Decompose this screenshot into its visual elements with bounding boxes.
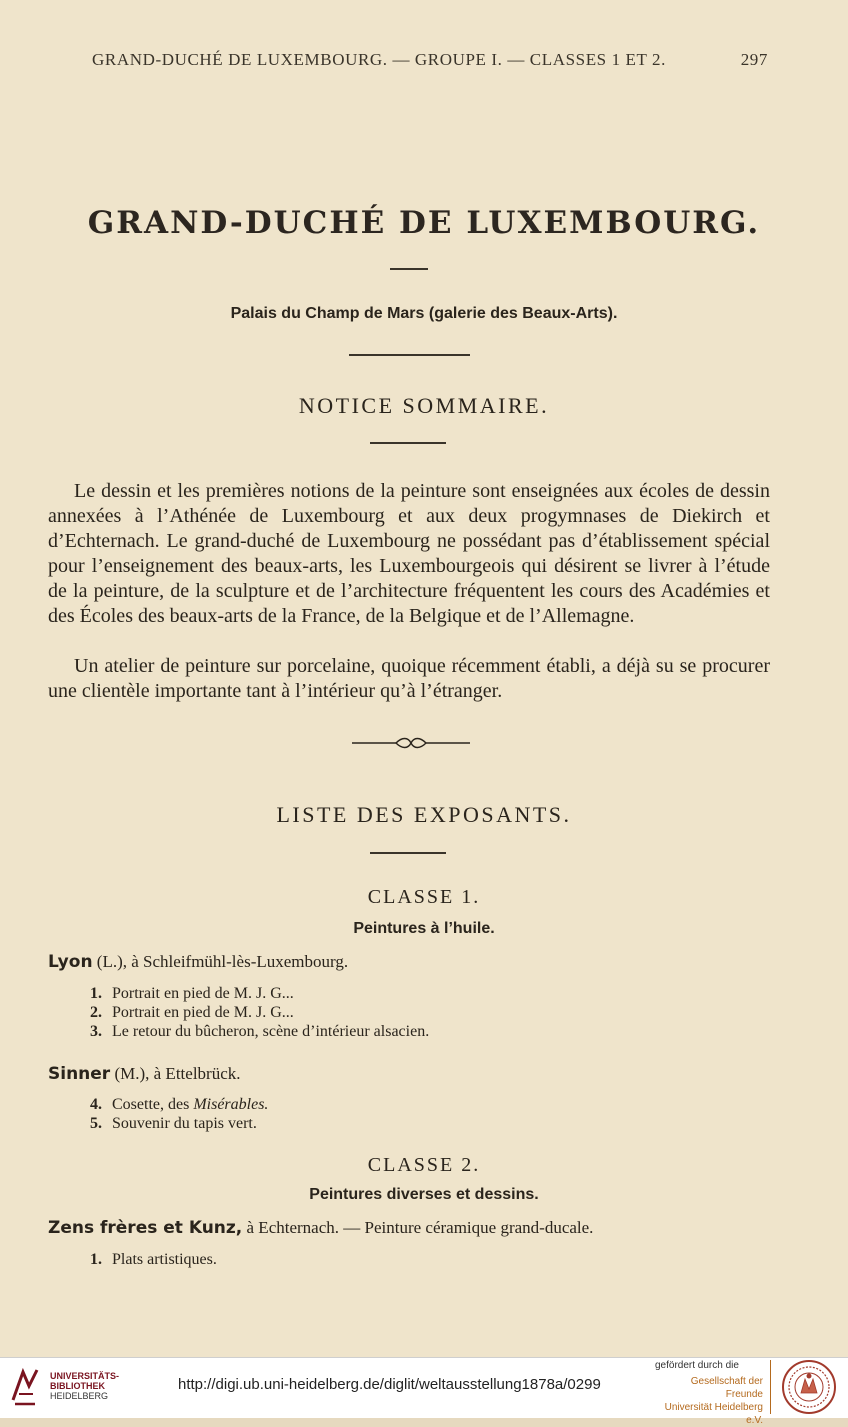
list-item <box>90 1251 217 1269</box>
notice-paragraph-1-text: Le dessin et les premières notions de la peinture sont enseignées aux écoles de dessin annexées à l’Athénée de Luxembourg et aux deux progymnases de Diekirch et d’Echternach. Le grand-duché de Luxembourg ne possédant pas d’établissement spécial pour l’enseignement des beaux-arts, les Luxembourgeois qui désirent se livrer à l’étude de la peinture, de la sculpture et de l’architecture fréquentent les cours des Académies et des Écoles des beaux-arts de la France, de la Belgique et de l’Allemagne. <box>48 480 770 627</box>
exhibitor-zens-kunz <box>48 1218 593 1238</box>
exhibitor-lyon <box>48 952 348 972</box>
library-name <box>50 1371 119 1401</box>
list-item <box>90 985 294 1003</box>
item-text: Le retour du bûcheron, scène d’intérieur alsacien. <box>112 1023 430 1040</box>
permalink-url[interactable]: http://digi.ub.uni-heidelberg.de/diglit/weltausstellung1878a/0299 <box>178 1376 601 1393</box>
divider <box>370 442 446 444</box>
running-head-text: GRAND-DUCHÉ DE LUXEMBOURG. — GROUPE I. — CLASSES 1 ET 2. <box>92 50 666 69</box>
notice-heading: NOTICE SOMMAIRE. <box>298 393 550 418</box>
divider <box>390 268 428 270</box>
ornament-divider-icon <box>352 733 470 753</box>
society-line-1: Gesellschaft der Freunde <box>690 1376 763 1400</box>
ub-heidelberg-logo-icon[interactable] <box>9 1364 43 1408</box>
item-number: 1. <box>90 1251 102 1268</box>
item-italic-title: Misérables. <box>193 1096 269 1113</box>
exhibitor-details: (L.), à Schleifmühl-lès-Luxembourg. <box>96 952 349 971</box>
exhibitor-name: Zens frères et Kunz, <box>48 1218 243 1238</box>
classe-1-subheading: Peintures à l’huile. <box>353 920 495 937</box>
library-line-2: BIBLIOTHEK <box>50 1381 105 1391</box>
exhibitors-list-heading: LISTE DES EXPOSANTS. <box>276 802 572 827</box>
notice-paragraph-2 <box>48 654 770 704</box>
item-text: Portrait en pied de M. J. G... <box>112 985 294 1002</box>
item-number: 4. <box>90 1096 102 1113</box>
footer-separator <box>770 1360 771 1414</box>
exhibitor-details: (M.), à Ettelbrück. <box>114 1064 241 1083</box>
library-line-3: HEIDELBERG <box>50 1391 109 1401</box>
list-item <box>90 1096 268 1114</box>
running-head <box>92 50 782 70</box>
list-item <box>90 1115 257 1133</box>
item-number: 5. <box>90 1115 102 1132</box>
notice-paragraph-2-text: Un atelier de peinture sur porcelaine, quoique récemment établi, a déjà su se procurer une clientèle importante tant à l’intérieur qu’à l’étranger. <box>48 655 770 702</box>
item-text: Portrait en pied de M. J. G... <box>112 1004 294 1021</box>
item-text: Souvenir du tapis vert. <box>112 1115 257 1132</box>
list-item <box>90 1004 294 1022</box>
divider <box>349 354 470 356</box>
list-item <box>90 1023 429 1041</box>
item-number: 1. <box>90 985 102 1002</box>
exhibitor-details: à Echternach. — Peinture céramique grand-ducale. <box>246 1218 594 1237</box>
divider <box>370 852 446 854</box>
library-line-1: UNIVERSITÄTS- <box>50 1371 120 1381</box>
funded-by-label: gefördert durch die <box>655 1360 739 1371</box>
item-text: Plats artistiques. <box>112 1251 217 1268</box>
item-number: 3. <box>90 1023 102 1040</box>
exhibitor-name: Lyon <box>48 952 93 972</box>
classe-2-subheading: Peintures diverses et dessins. <box>309 1186 539 1203</box>
classe-1-heading: CLASSE 1. <box>367 886 481 908</box>
university-seal-icon[interactable] <box>781 1359 837 1415</box>
venue-line: Palais du Champ de Mars (galerie des Beaux-Arts). <box>230 305 618 322</box>
notice-paragraph-1 <box>48 479 770 629</box>
item-text: Cosette, des <box>112 1096 190 1113</box>
exhibitor-name: Sinner <box>48 1064 111 1084</box>
classe-2-heading: CLASSE 2. <box>367 1154 481 1176</box>
society-line-2: Universität Heidelberg e.V. <box>664 1402 763 1426</box>
page-title: GRAND-DUCHÉ DE LUXEMBOURG. <box>87 205 761 241</box>
exhibitor-sinner <box>48 1064 241 1084</box>
page-number: 297 <box>740 50 768 69</box>
item-number: 2. <box>90 1004 102 1021</box>
society-name[interactable] <box>655 1375 763 1427</box>
